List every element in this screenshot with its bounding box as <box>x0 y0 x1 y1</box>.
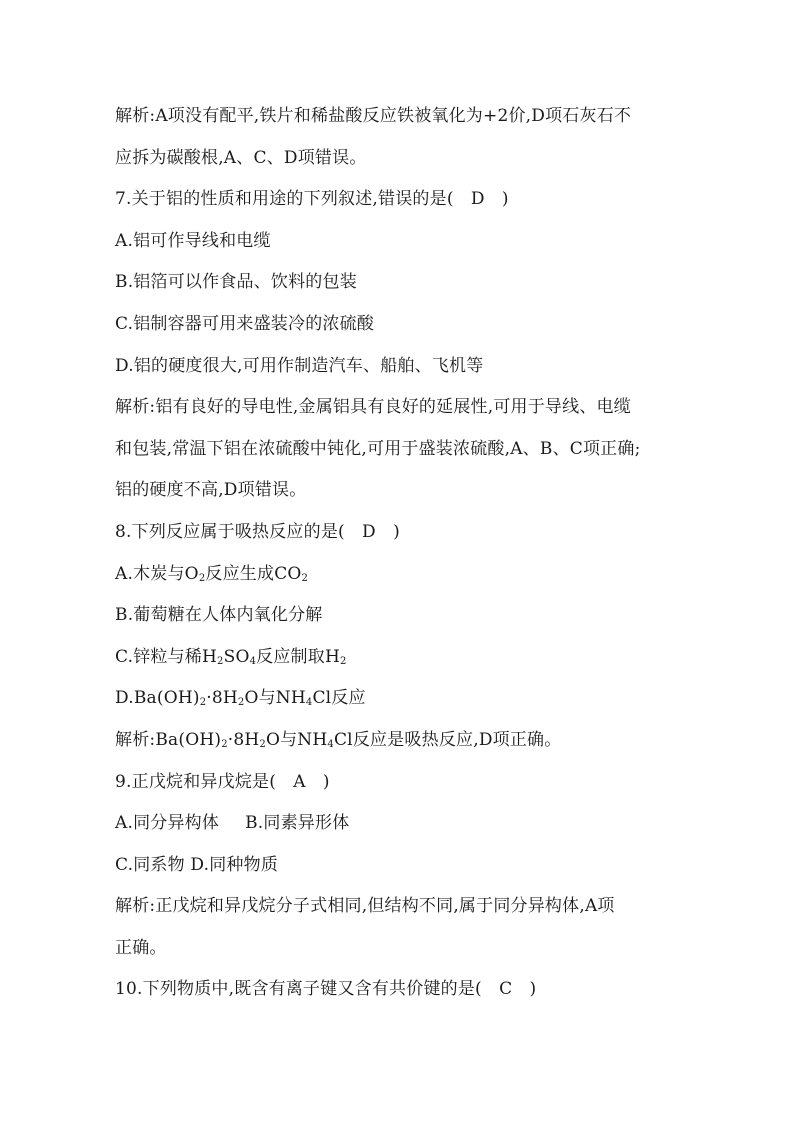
q7-option-b: B.铝箔可以作食品、饮料的包装 <box>115 272 357 293</box>
q7-analysis-line-3: 铝的硬度不高,D项错误。 <box>115 480 307 501</box>
q8-option-a: A.木炭与$O_2$反应生成$CO_2$ <box>115 563 309 584</box>
q9-option-a: A.同分异构体 <box>115 813 220 834</box>
q9-option-b: B.同素异形体 <box>245 813 350 834</box>
q9-options-cd: C.同系物 D.同种物质 <box>115 854 279 875</box>
q7-analysis-line-2: 和包装,常温下铝在浓硫酸中钝化,可用于盛装浓硫酸,A、B、C项正确; <box>115 438 641 459</box>
q6-analysis-line-1: 解析:A项没有配平,铁片和稀盐酸反应铁被氧化为+2价,D项石灰石不 <box>115 106 632 126</box>
q6-analysis-line-2: 应拆为碳酸根,A、C、D项错误。 <box>115 147 367 168</box>
q8-stem: 8.下列反应属于吸热反应的是( D ) <box>115 521 400 542</box>
q7-option-a: A.铝可作导线和电缆 <box>115 230 271 251</box>
q8-analysis: 解析$:Ba(OH)_2\cdot 8H_2O$与$NH_4Cl$反应是吸热反应,D项正确。 <box>115 729 562 750</box>
q8-option-c: C.锌粒与稀$H_2SO_4$反应制取$H_2$ <box>115 646 347 667</box>
document-page <box>115 96 687 1011</box>
q9-analysis-line-1: 解析:正戊烷和异戊烷分子式相同,但结构不同,属于同分异构体,A项 <box>115 896 615 917</box>
q10-stem: 10.下列物质中,既含有离子键又含有共价键的是( C ) <box>115 979 537 1000</box>
q8-option-b: B.葡萄糖在人体内氧化分解 <box>115 605 323 626</box>
q7-stem: 7.关于铝的性质和用途的下列叙述,错误的是( D ) <box>115 189 509 210</box>
q9-stem: 9.正戊烷和异戊烷是( A ) <box>115 771 330 792</box>
q9-analysis-line-2: 正确。 <box>115 937 167 958</box>
q9-options-ab <box>115 803 687 845</box>
q7-analysis-line-1: 解析:铝有良好的导电性,金属铝具有良好的延展性,可用于导线、电缆 <box>115 397 631 418</box>
q7-option-d: D.铝的硬度很大,可用作制造汽车、船舶、飞机等 <box>115 355 484 376</box>
q8-option-d: $D.Ba(OH)_2\cdot 8H_2O$与$NH_4Cl$反应 <box>115 688 366 709</box>
q7-option-c: C.铝制容器可用来盛装冷的浓硫酸 <box>115 313 375 334</box>
